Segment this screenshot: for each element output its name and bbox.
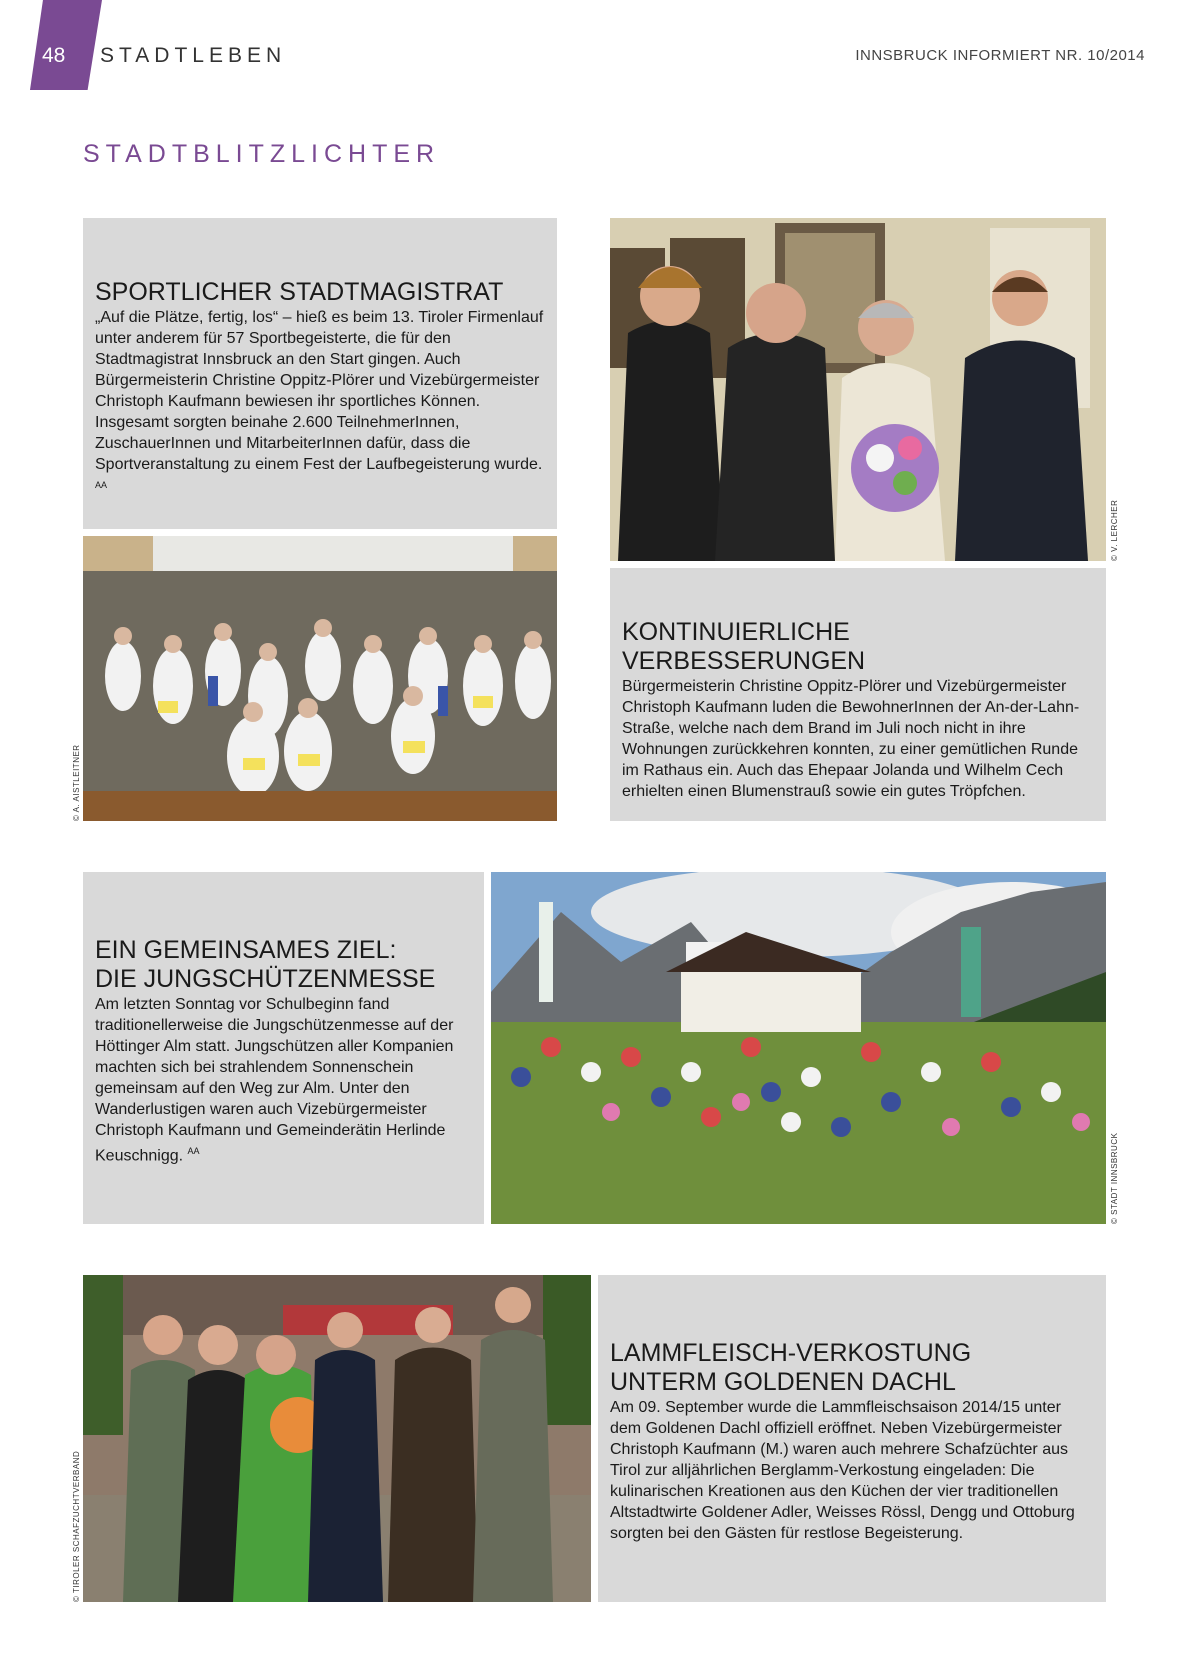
article-body: Bürgermeisterin Christine Oppitz-Plörer und Vizebürgermeister Christoph Kaufmann luden die BewohnerInnen der An-der-Lahn-Straße, welche nach dem Brand im Juli noch nicht in ihre Wohnungen zurückkehren konnten, zu einer gemütlichen Runde im Rathaus ein. Auch das Ehepaar Jolanda und Wilhelm Cech erhielten einen Blumenstrauß sowie ein gutes Tröpfchen. <box>622 678 1080 800</box>
photo-goldenes-dachl <box>83 1275 591 1602</box>
article-headline: LAMMFLEISCH-VERKOSTUNG UNTERM GOLDENEN DACHL <box>610 1339 972 1396</box>
photo-alpine-group <box>491 872 1106 1224</box>
photo-credit: © V. LERCHER <box>1110 499 1119 561</box>
article-jungschuetzen-box <box>83 872 484 1224</box>
article-body: Am 09. September wurde die Lammfleischsaison 2014/15 unter dem Goldenen Dachl offiziell eröffnet. Neben Vizebürgermeister Christoph Kaufmann (M.) waren auch mehrere Schafzüchter aus Tirol zur alljährlichen Berglamm-Verkostung eingeladen: Die kulinarischen Kreationen aus den Küchen der vier traditionellen Altstadtwirte Goldener Adler, Weisses Rössl, Dengg und Ottoburg sorgten bei den Gästen für restlose Begeisterung. <box>610 1399 1075 1542</box>
page-number: 48 <box>42 44 66 67</box>
photo-runners <box>83 536 557 821</box>
article-lamb-box <box>598 1275 1106 1602</box>
article-headline: EIN GEMEINSAMES ZIEL: DIE JUNGSCHÜTZENMESSE <box>95 936 436 993</box>
photo-town-hall <box>610 218 1106 561</box>
photo-credit: © STADT INNSBRUCK <box>1110 1132 1119 1224</box>
author-initials: AA <box>95 480 108 490</box>
article-improvements-box <box>610 568 1106 821</box>
article-headline: SPORTLICHER STADTMAGISTRAT <box>95 278 504 306</box>
page-title: STADTBLITZLICHTER <box>83 140 441 168</box>
article-body: „Auf die Plätze, fertig, los“ – hieß es beim 13. Tiroler Firmenlauf unter anderem für 57 Sportbegeisterte, die für den Stadtmagistrat Innsbruck an den Start gingen. Auch Bürgermeisterin Christine Oppitz-Plörer und Vizebürgermeister Christoph Kaufmann bewiesen ihr sportliches Können. Insgesamt sorgten beinahe 2.600 TeilnehmerInnen, ZuschauerInnen und MitarbeiterInnen dafür, dass die Sportveranstaltung zu einem Fest der Laufbegeisterung wurde. $^{AA}$ <box>95 309 544 490</box>
issue-label: INNSBRUCK INFORMIERT NR. 10/2014 <box>855 47 1145 64</box>
article-headline: KONTINUIERLICHE VERBESSERUNGEN <box>622 618 866 675</box>
photo-credit: © TIROLER SCHAFZUCHTVERBAND <box>72 1450 81 1602</box>
article-sport-box <box>83 218 557 529</box>
section-title: STADTLEBEN <box>100 44 287 67</box>
page-tab <box>30 0 102 90</box>
author-initials: AA <box>187 1146 200 1156</box>
photo-credit: © A. AISTLEITNER <box>72 744 81 821</box>
article-body: Am letzten Sonntag vor Schulbeginn fand traditionellerweise die Jungschützenmesse auf der Höttinger Alm statt. Jungschützen aller Kompanien machten sich bei strahlendem Sonnenschein gemeinsam auf den Weg zur Alm. Unter den Wanderlustigen waren auch Vizebürgermeister Christoph Kaufmann und Gemeinderätin Herlinde Keuschnigg. $^{AA}$ <box>95 996 454 1165</box>
